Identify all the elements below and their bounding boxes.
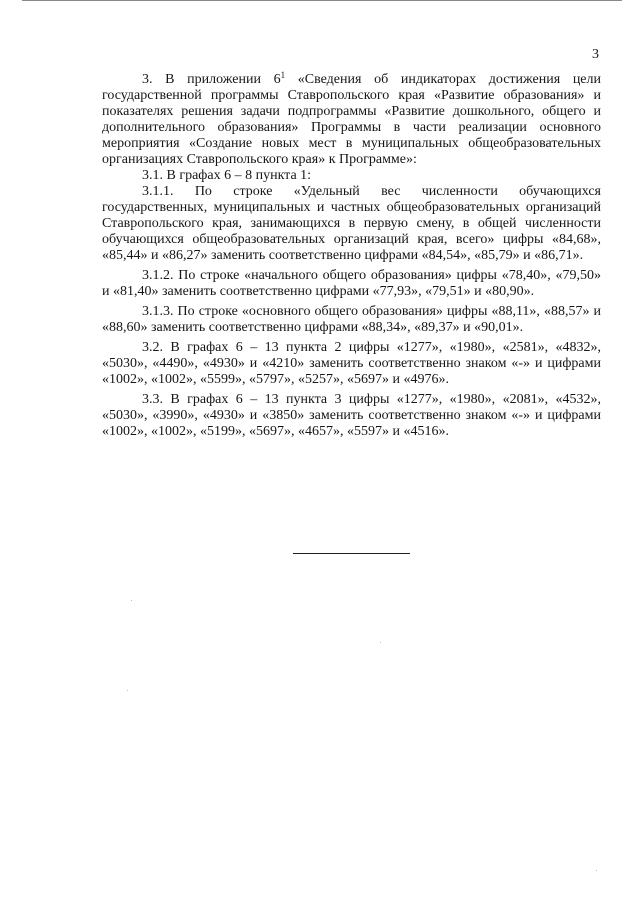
scan-speck [596, 870, 597, 871]
page-top-edge-line [22, 0, 622, 1]
page-number: 3 [592, 47, 599, 62]
paragraph-3-1-2: 3.1.2. По строке «начального общего образования» цифры «78,40», «79,50» и «81,40» заменить соответственно цифрами «77,93», «79,51» и «80,90». [102, 268, 601, 299]
scan-speck [127, 690, 128, 691]
end-of-text-rule [293, 553, 410, 554]
paragraph-3-rest: «Сведения об индикаторах достижения цели государственной программы Ставропольского края «Развитие образования» и показателях решения задачи подпрограммы «Развитие дошкольного, общего и дополнительного образования» Программы в части реализации основного мероприятия «Создание новых мест в муниципальных общеобразовательных организациях Ставропольского края» к Программе»: [102, 72, 601, 167]
paragraph-3-3: 3.3. В графах 6 – 13 пункта 3 цифры «1277», «1980», «2081», «4532», «5030», «3990», «4930» и «3850» заменить соответственно знаком «-» и цифрами «1002», «1002», «5199», «5697», «4657», «5597» и «4516». [102, 392, 601, 439]
paragraph-3-1-3: 3.1.3. По строке «основного общего образования» цифры «88,11», «88,57» и «88,60» заменить соответственно цифрами «88,34», «89,37» и «90,01». [102, 304, 601, 335]
scan-speck [131, 600, 132, 601]
scan-speck [380, 642, 381, 643]
document-body [102, 72, 601, 440]
paragraph-3-1-1: 3.1.1. По строке «Удельный вес численности обучающихся государственных, муниципальных и частных общеобразовательных организаций Ставропольского края, занимающихся в первую смену, в общей численности обучающихся общеобразовательных организаций края, всего» цифры «84,68», «85,44» и «86,27» заменить соответственно цифрами «84,54», «85,79» и «86,71». [102, 184, 601, 263]
paragraph-3 [102, 72, 601, 168]
paragraph-3-1: 3.1. В графах 6 – 8 пункта 1: [142, 168, 312, 183]
appendix-superscript: 1 [280, 70, 286, 80]
paragraph-3-start: 3. В приложении 6 [142, 72, 281, 87]
paragraph-3-2: 3.2. В графах 6 – 13 пункта 2 цифры «1277», «1980», «2581», «4832», «5030», «4490», «4930» и «4210» заменить соответственно знаком «-» и цифрами «1002», «1002», «5599», «5797», «5257», «5697» и «4976». [102, 340, 601, 387]
